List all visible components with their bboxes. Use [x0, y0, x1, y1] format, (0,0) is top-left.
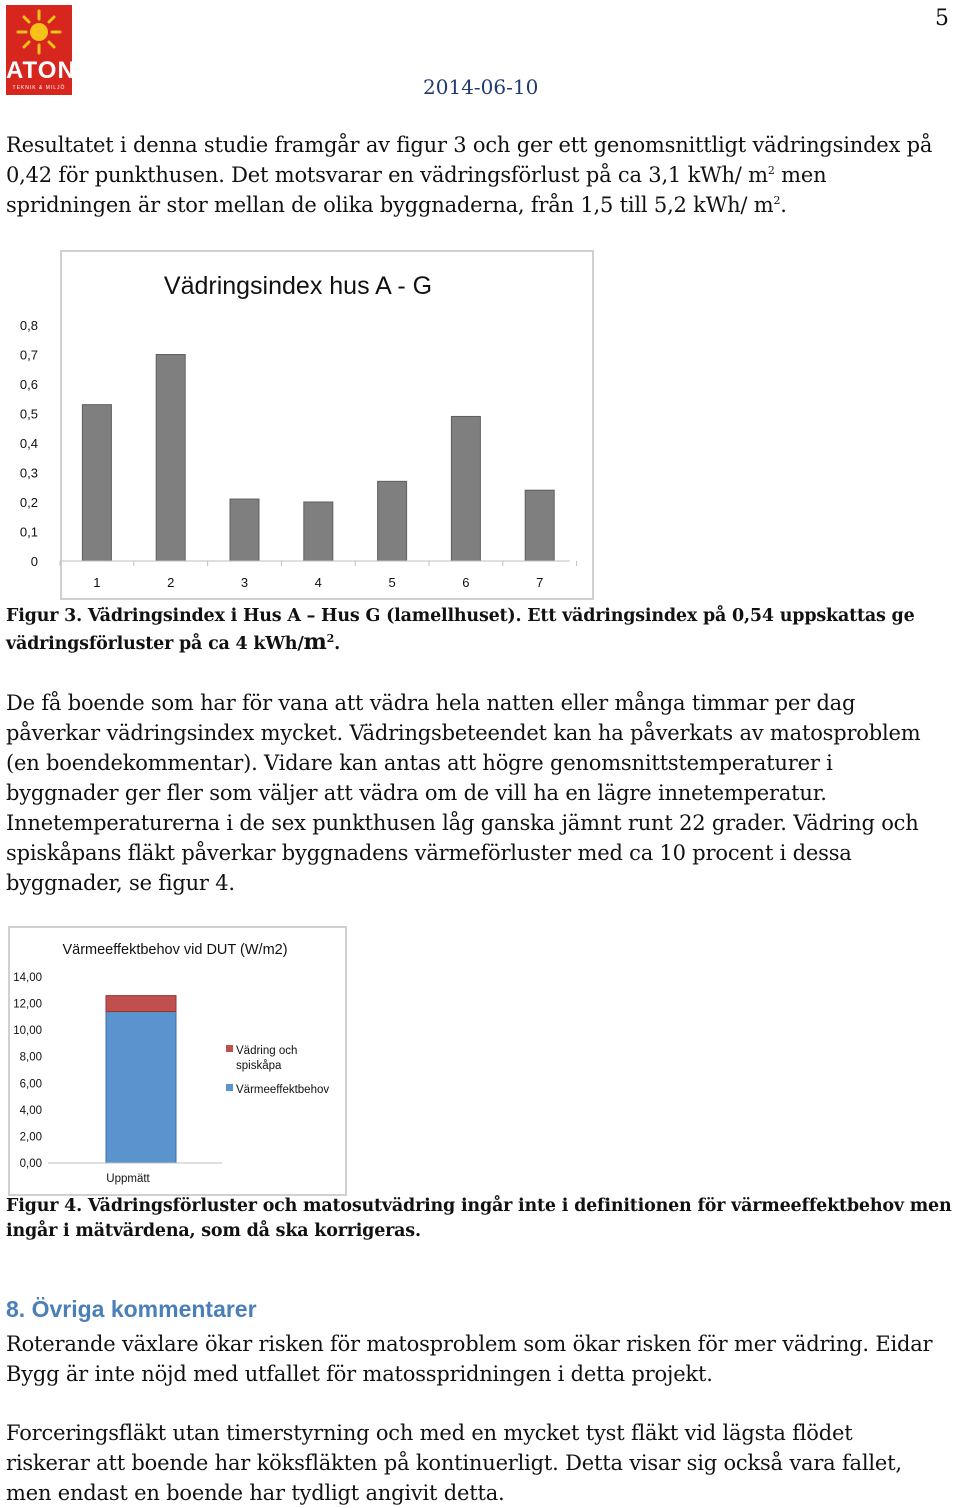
paragraph-line: Forceringsfläkt utan timerstyrning och med en mycket tyst fläkt vid lägsta flödet — [6, 1421, 853, 1445]
figure3-caption — [6, 603, 956, 657]
figure4-chart — [0, 926, 350, 1196]
figure4-caption-line-2: ingår i mätvärdena, som då ska korrigeras. — [6, 1221, 421, 1241]
section8-paragraph-2 — [6, 1418, 956, 1508]
paragraph-line: spiskåpans fläkt påverkar byggnadens värmeförluster med ca 10 procent i dessa — [6, 841, 852, 865]
legend-label-vadring-line2: spiskåpa — [236, 1060, 282, 1072]
x-tick-label: 1 — [93, 575, 101, 590]
bar — [230, 499, 259, 561]
figure3-chart — [0, 250, 600, 600]
legend-label-vadring-line1: Vädring och — [236, 1045, 298, 1057]
page-number: 5 — [935, 6, 949, 31]
paragraph-line: (en boendekommentar). Vidare kan antas att högre genomsnittstemperaturer i — [6, 751, 833, 775]
y-tick-label: 4,00 — [19, 1104, 42, 1117]
y-tick-label: 14,00 — [13, 972, 42, 984]
y-tick-label: 0,00 — [19, 1158, 42, 1170]
y-tick-label: 0,7 — [19, 347, 38, 363]
y-tick-label: 0,3 — [19, 465, 38, 481]
bar — [82, 405, 111, 561]
paragraph-line: riskerar att boende har köksfläkten på kontinuerligt. Detta visar sig också vara fallet, — [6, 1451, 902, 1475]
paragraph-line: byggnader, se figur 4. — [6, 871, 235, 895]
x-tick-label: 5 — [388, 575, 396, 590]
paragraph-line: byggnader ger fler som väljer att vädra om de vill ha en lägre innetemperatur. — [6, 781, 827, 805]
y-tick-label: 0,6 — [19, 377, 38, 392]
bar — [378, 481, 407, 561]
intro-line-1: Resultatet i denna studie framgår av figur 3 och ger ett genomsnittligt vädringsindex på — [6, 133, 933, 157]
intro-line-2: 0,42 för punkthusen. Det motsvarar en vädringsförlust på ca 3,1 kWh/ $m^2$ men — [6, 163, 827, 187]
company-logo — [6, 5, 76, 95]
legend-label-varmeeffektbehov: Värmeeffektbehov — [236, 1084, 330, 1096]
bar — [525, 490, 554, 561]
y-tick-label: 0,1 — [19, 524, 38, 540]
x-tick-label: 7 — [536, 575, 544, 590]
bar — [451, 416, 480, 561]
section8-paragraph-1 — [6, 1329, 956, 1389]
figure4-caption — [6, 1194, 956, 1244]
y-tick-label: 12,00 — [13, 998, 42, 1011]
figure3-caption-line-1: Figur 3. Vädringsindex i Hus A – Hus G (lamellhuset). Ett vädringsindex på 0,54 uppskattas ge — [6, 606, 915, 626]
paragraph-line: Roterande växlare ökar risken för matosproblem som ökar risken för mer vädring. Eidar — [6, 1332, 933, 1356]
figure3-caption-line-2: vädringsförluster på ca 4 kWh/$m^2$. — [6, 629, 340, 655]
bar-segment-vadring — [106, 996, 176, 1012]
paragraph-line: De få boende som har för vana att vädra hela natten eller många timmar per dag — [6, 691, 856, 715]
y-tick-label: 0 — [30, 554, 38, 569]
legend-swatch-varmeeffektbehov — [226, 1084, 233, 1091]
intro-line-3: spridningen är stor mellan de olika byggnaderna, från 1,5 till 5,2 kWh/ $m^2$. — [6, 193, 787, 217]
y-tick-label: 0,2 — [19, 495, 38, 510]
y-tick-label: 6,00 — [19, 1078, 42, 1091]
header-date: 2014-06-10 — [423, 75, 539, 99]
x-tick-label: 6 — [462, 575, 470, 590]
chart-title: Värmeeffektbehov vid DUT (W/m2) — [62, 942, 288, 958]
sun-icon — [6, 7, 72, 57]
x-tick-label: 3 — [240, 575, 249, 590]
y-tick-label: 10,00 — [13, 1025, 42, 1038]
bar — [156, 355, 185, 562]
y-tick-label: 0,8 — [19, 318, 38, 333]
x-tick-label: 4 — [314, 575, 322, 590]
figure4-caption-line-1: Figur 4. Vädringsförluster och matosutvädring ingår inte i definitionen för värmeeffektbehov men — [6, 1196, 952, 1216]
bar-segment-varmeeffektbehov — [106, 1012, 176, 1163]
paragraph-line: men endast en boende har tydligt angivit detta. — [6, 1481, 505, 1505]
x-tick-label: Uppmätt — [106, 1173, 150, 1185]
x-tick-label: 2 — [167, 575, 175, 590]
intro-paragraph — [6, 130, 956, 220]
logo-text: ATON — [6, 57, 76, 84]
y-tick-label: 8,00 — [19, 1051, 42, 1064]
paragraph-line: Bygg är inte nöjd med utfallet för matosspridningen i detta projekt. — [6, 1362, 713, 1386]
chart-title: Vädringsindex hus A - G — [163, 272, 433, 300]
legend-swatch-vadring — [226, 1045, 233, 1052]
y-tick-label: 0,4 — [19, 436, 38, 451]
body-paragraph-2 — [6, 688, 956, 898]
logo-tagline: TEKNIK & MILJÖ — [12, 85, 66, 91]
section-heading: 8. Övriga kommentarer — [6, 1296, 257, 1322]
paragraph-line: Innetemperaturerna i de sex punkthusen låg ganska jämnt runt 22 grader. Vädring och — [6, 811, 919, 835]
chart-legend — [226, 1045, 329, 1096]
y-tick-label: 0,5 — [19, 406, 38, 422]
paragraph-line: påverkar vädringsindex mycket. Vädringsbeteendet kan ha påverkats av matosproblem — [6, 721, 921, 745]
y-tick-label: 2,00 — [19, 1131, 42, 1144]
bar — [304, 502, 333, 561]
